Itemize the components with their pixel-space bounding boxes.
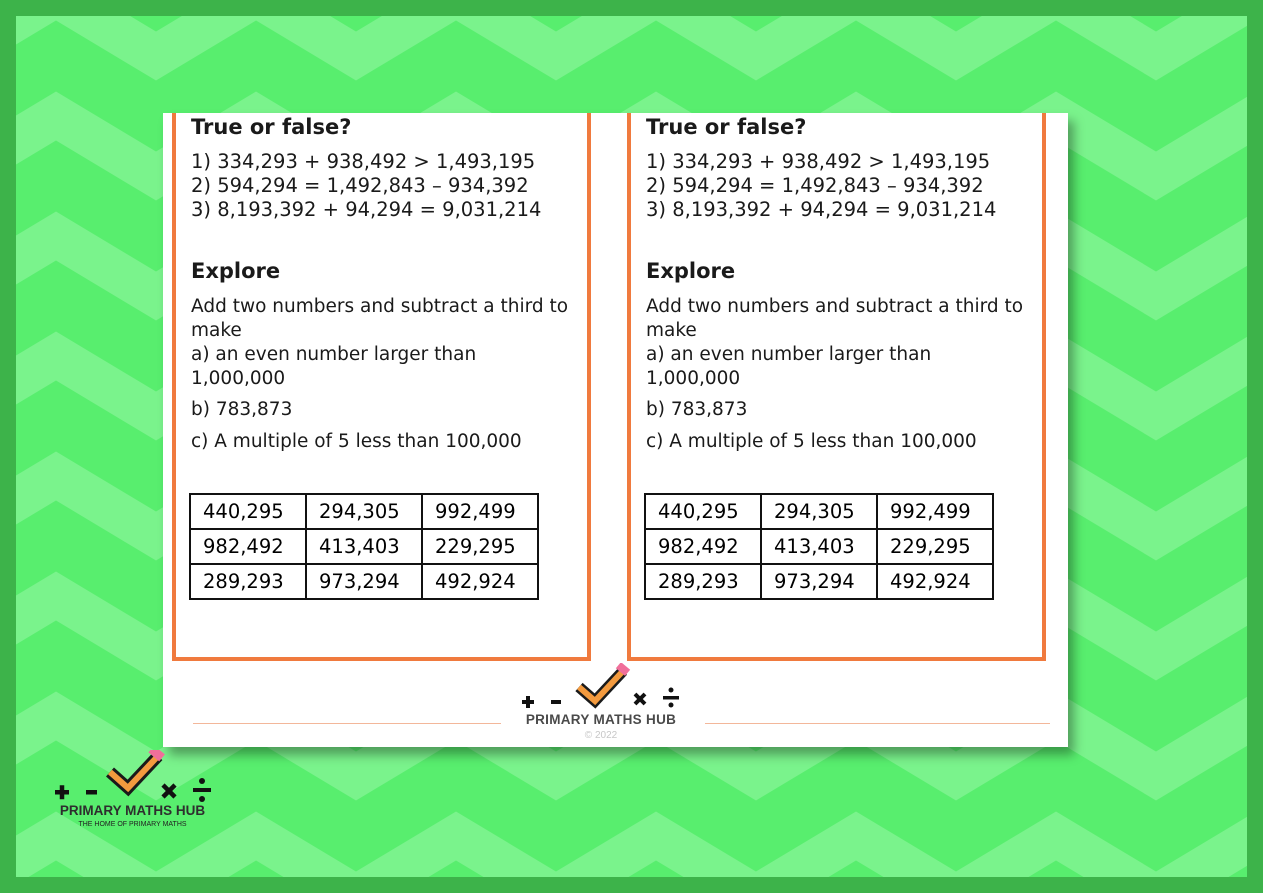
- footer-divider-right: [705, 723, 1050, 724]
- plus-icon: [55, 785, 69, 799]
- table-cell: 413,403: [761, 529, 877, 564]
- check-pencil-icon: [110, 750, 165, 788]
- explore-part-b: b) 783,873: [646, 399, 748, 420]
- table-cell: 294,305: [761, 494, 877, 529]
- task-card-left: [172, 113, 591, 661]
- check-pencil-icon: [579, 663, 630, 701]
- table-cell: 982,492: [190, 529, 306, 564]
- task-card-right: [627, 113, 1046, 661]
- true-false-heading: True or false?: [646, 115, 807, 139]
- minus-icon: [86, 790, 97, 795]
- number-table: [189, 493, 539, 600]
- footer-logo-mark: [511, 663, 691, 713]
- table-cell: 294,305: [306, 494, 422, 529]
- question-1: 1) 334,293 + 938,492 > 1,493,195: [646, 150, 991, 173]
- explore-part-c: c) A multiple of 5 less than 100,000: [191, 431, 522, 452]
- table-cell: 973,294: [306, 564, 422, 599]
- footer-divider-left: [193, 723, 501, 724]
- question-3: 3) 8,193,392 + 94,294 = 9,031,214: [191, 198, 542, 221]
- times-icon: [635, 694, 645, 704]
- table-row: [190, 529, 538, 564]
- explore-part-b: b) 783,873: [191, 399, 293, 420]
- question-2: 2) 594,294 = 1,492,843 – 934,392: [191, 174, 529, 197]
- explore-intro: Add two numbers and subtract a third to make: [646, 296, 1024, 341]
- question-2: 2) 594,294 = 1,492,843 – 934,392: [646, 174, 984, 197]
- corner-logo-mark: [40, 750, 225, 804]
- table-cell: 289,293: [190, 564, 306, 599]
- footer-brand: PRIMARY MATHS HUB: [525, 712, 677, 727]
- question-1: 1) 334,293 + 938,492 > 1,493,195: [191, 150, 536, 173]
- number-table: [644, 493, 994, 600]
- divide-icon: [193, 778, 211, 802]
- question-3: 3) 8,193,392 + 94,294 = 9,031,214: [646, 198, 997, 221]
- plus-icon: [522, 696, 534, 708]
- table-cell: 229,295: [422, 529, 538, 564]
- table-cell: 289,293: [645, 564, 761, 599]
- explore-part-a: a) an even number larger than 1,000,000: [646, 344, 932, 389]
- footer-logo: [511, 663, 691, 747]
- times-icon: [163, 785, 175, 797]
- table-cell: 492,924: [877, 564, 993, 599]
- table-row: [645, 494, 993, 529]
- explore-heading: Explore: [191, 259, 281, 283]
- explore-heading: Explore: [646, 259, 736, 283]
- corner-brand: PRIMARY MATHS HUB: [59, 803, 206, 818]
- table-cell: 413,403: [306, 529, 422, 564]
- table-cell: 992,499: [422, 494, 538, 529]
- true-false-heading: True or false?: [191, 115, 352, 139]
- table-cell: 973,294: [761, 564, 877, 599]
- explore-intro: Add two numbers and subtract a third to make: [191, 296, 569, 341]
- table-cell: 492,924: [422, 564, 538, 599]
- minus-icon: [551, 700, 561, 704]
- explore-part-c: c) A multiple of 5 less than 100,000: [646, 431, 977, 452]
- table-cell: 440,295: [190, 494, 306, 529]
- table-cell: 440,295: [645, 494, 761, 529]
- corner-tagline: THE HOME OF PRIMARY MATHS: [78, 821, 187, 828]
- table-row: [190, 494, 538, 529]
- worksheet-page: [163, 113, 1068, 747]
- table-cell: 982,492: [645, 529, 761, 564]
- table-cell: 229,295: [877, 529, 993, 564]
- table-cell: 992,499: [877, 494, 993, 529]
- table-row: [645, 529, 993, 564]
- table-row: [190, 564, 538, 599]
- table-row: [645, 564, 993, 599]
- explore-part-a: a) an even number larger than 1,000,000: [191, 344, 477, 389]
- divide-icon: [663, 688, 679, 708]
- corner-logo: [40, 750, 225, 835]
- footer-copyright: © 2022: [584, 730, 618, 741]
